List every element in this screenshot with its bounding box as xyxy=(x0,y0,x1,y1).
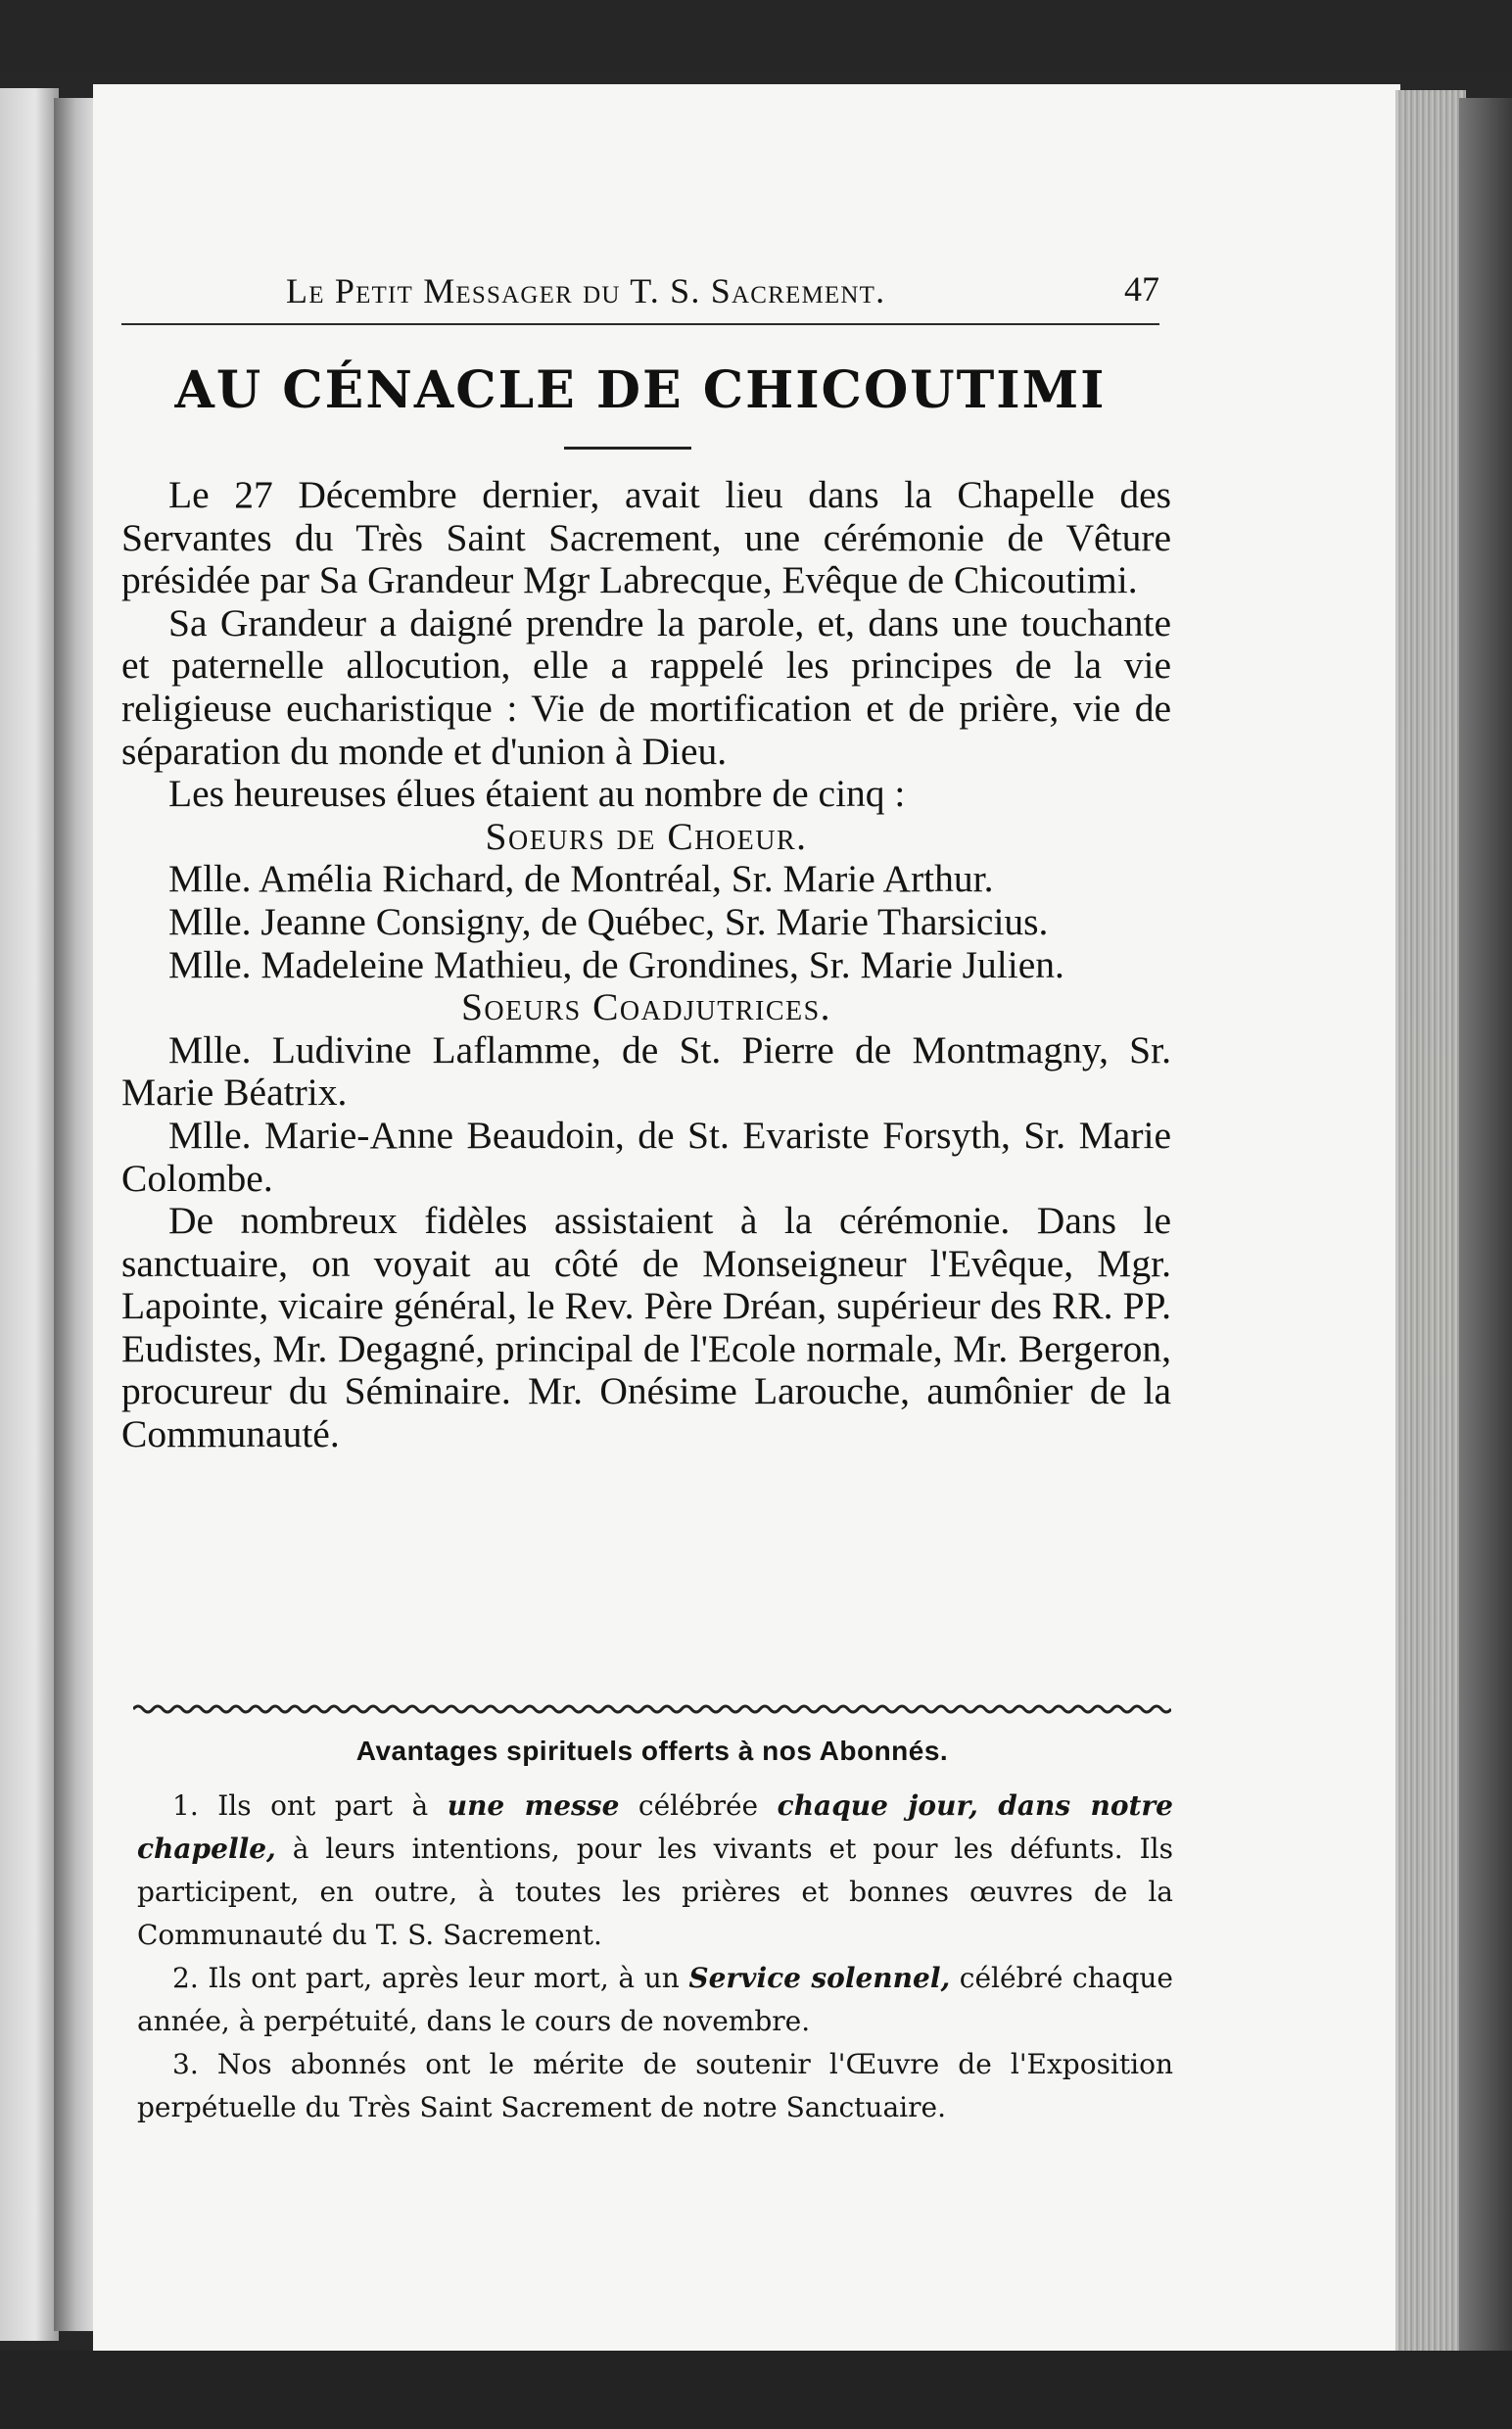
article-paragraph: Les heureuses élues étaient au nombre de cinq : xyxy=(168,772,906,816)
closing-paragraph: De nombreux fidèles assistaient à la cérémonie. Dans le sanctuaire, on voyait au côté de Monseigneur l'Evêque, Mgr. Lapointe, vicaire général, le Rev. Père Dréan, supérieur des RR. PP. Eudistes, Mr. Degagné, principal de l'Ecole normale, Mr. Bergeron, procureur du Séminaire. Mr. Onésime Larouche, aumônier de la Communauté. xyxy=(121,1199,1171,1456)
article-paragraph: Le 27 Décembre dernier, avait lieu dans la Chapelle des Servantes du Très Saint Sacrement, une cérémonie de Vêture présidée par Sa Grandeur Mgr Labrecque, Evêque de Chicoutimi. xyxy=(121,473,1171,602)
book-cover-edge xyxy=(1459,98,1512,2351)
running-head xyxy=(121,264,1159,325)
coadjutrix-sisters-heading: Soeurs Coadjutrices. xyxy=(460,985,832,1029)
running-head-title: Le Petit Messager du T. S. Sacrement. xyxy=(286,271,886,310)
article-title: AU CÉNACLE DE CHICOUTIMI xyxy=(174,360,1107,420)
page-block-edge xyxy=(1395,90,1466,2353)
title-rule xyxy=(564,447,691,450)
wavy-divider xyxy=(133,1702,1171,1716)
choir-sisters-heading: Soeurs de Choeur. xyxy=(485,814,808,858)
advantages-title: Avantages spirituels offerts à nos Abonnés. xyxy=(355,1736,949,1766)
advantage-item-2: 2. Ils ont part, après leur mort, à un Service solennel, célébré chaque année, à perpétuité, dans le cours de novembre. xyxy=(137,1962,1173,2037)
article-body xyxy=(121,474,1171,1456)
advantage-item-1: 1. Ils ont part à une messe célébrée chaque jour, dans notre chapelle, à leurs intentions, pour les vivants et pour les défunts. Ils participent, en outre, à toutes les prières et bonnes œuvres de la Communauté du T. S. Sacrement. xyxy=(137,1789,1174,1951)
page-number: 47 xyxy=(1124,269,1159,309)
facing-page-edge xyxy=(0,88,59,2341)
sister-entry: Mlle. Madeleine Mathieu, de Grondines, Sr. Marie Julien. xyxy=(168,942,1064,986)
article-paragraph: Sa Grandeur a daigné prendre la parole, et, dans une touchante et paternelle allocution, elle a rappelé les principes de la vie religieuse eucharistique : Vie de mortification et de prière, vie de séparation du monde et d'union à Dieu. xyxy=(121,600,1171,773)
advantage-item-3: 3. Nos abonnés ont le mérite de soutenir l'Œuvre de l'Exposition perpétuelle du Très Saint Sacrement de notre Sanctuaire. xyxy=(137,2048,1173,2123)
sister-entry: Mlle. Jeanne Consigny, de Québec, Sr. Marie Tharsicius. xyxy=(168,899,1049,943)
sister-entry: Mlle. Amélia Richard, de Montréal, Sr. Marie Arthur. xyxy=(168,857,994,901)
scan-bottom-border xyxy=(0,2351,1512,2429)
sister-entry: Mlle. Marie-Anne Beaudoin, de St. Evariste Forsyth, Sr. Marie Colombe. xyxy=(121,1113,1171,1200)
advantages-body xyxy=(137,1785,1173,2129)
sister-entry: Mlle. Ludivine Laflamme, de St. Pierre de Montmagny, Sr. Marie Béatrix. xyxy=(121,1027,1171,1115)
